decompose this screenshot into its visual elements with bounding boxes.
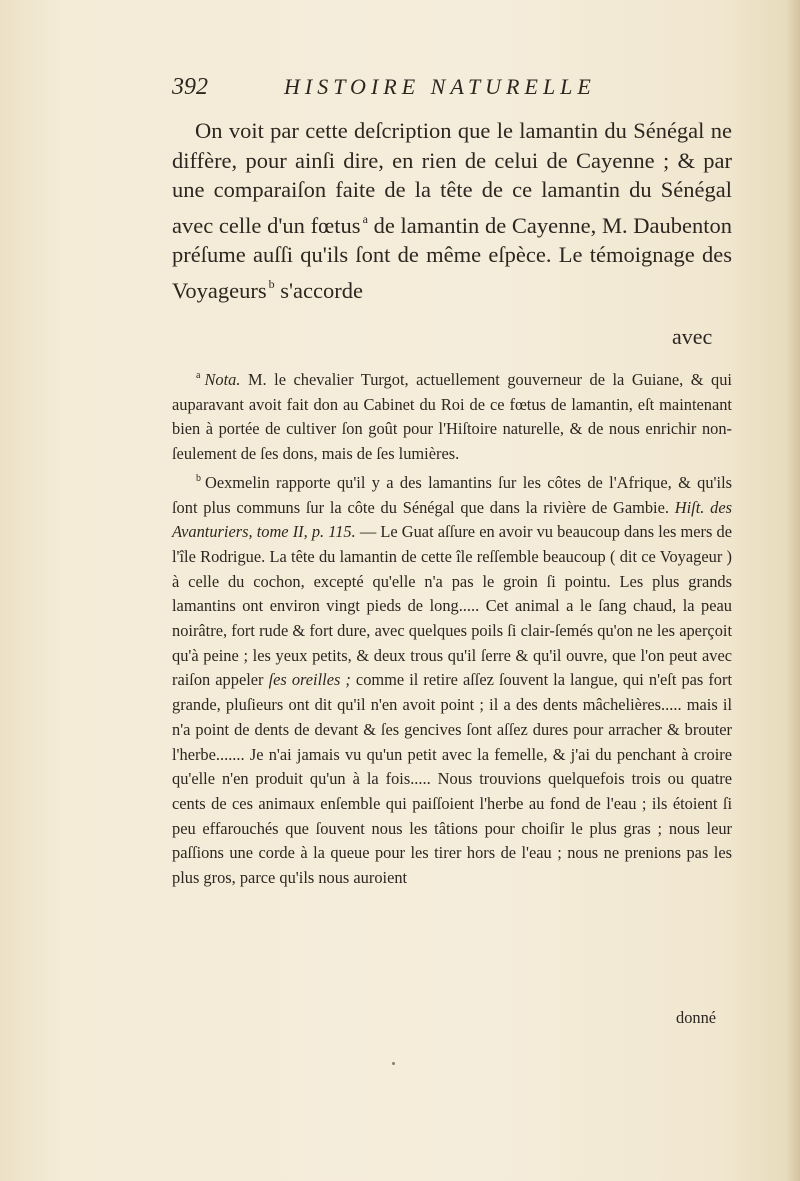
footnotes	[172, 364, 732, 891]
footnote-b-text-3: comme il retire aſſez ſouvent la langue, qui n'eſt pas fort grande, pluſieurs ont dit qu'il n'en avoit point ; il a des dents mâchelières..... mais il n'a point de dents de devant & ſes gencives ſont aſſez dures pour arracher & brouter l'herbe....... Je n'ai jamais vu qu'un petit avec la femelle, & j'ai du penchant à croire qu'elle n'en produit qu'un à la fois..... Nous trouvions quelquefois trois ou quatre cents de ces animaux enſemble qui paiſſoient l'herbe au fond de l'eau ; ils étoient ſi peu effarouchés que ſouvent nous les tâtions pour choiſir le plus gras ; nous leur paſſions une corde à la queue pour les tirer hors de l'eau ; nous ne prenions pas les plus gros, parce qu'ils nous auroient	[172, 670, 733, 888]
footnote-b-text-2: — Le Guat aſſure en avoir vu beaucoup dans les mers de l'île Rodrigue. La tête du lamantin de cette île reſſemble beaucoup ( dit ce Voyageur ) à celle du cochon, excepté qu'elle n'a pas le groin ſi pointu. Les plus grands lamantins ont environ vingt pieds de long..... Cet animal a le ſang chaud, la peau noirâtre, fort rude & fort dure, avec quelques poils ſi clair-ſemés qu'on ne les aperçoit qu'à peine ; les yeux petits, & deux trous qu'il ſerre & qu'il ouvre, que l'on peut avec raiſon appeler	[172, 522, 732, 690]
page-edge-shadow	[786, 0, 800, 1181]
footnote-b-text-1: Oexmelin rapporte qu'il y a des lamantins ſur les côtes de l'Afrique, & qu'ils ſont plus communs ſur la côte du Sénégal que dans la rivière de Gambie.	[172, 472, 732, 517]
running-title: HISTOIRE NATURELLE	[284, 74, 596, 99]
page-header	[172, 74, 772, 104]
body-text-part-2: de lamantin de Cayenne, M. Daubenton préſume auſſi qu'ils ſont de même eſpèce. Le témoignage des Voyageurs	[172, 212, 732, 303]
footnote-b-emphasis: ſes oreilles ;	[268, 670, 351, 690]
page-number: 392	[172, 74, 208, 100]
footnote-catchword: donné	[676, 1008, 717, 1027]
body-text-part-1: On voit par cette deſcription que le lamantin du Sénégal ne diffère, pour ainſi dire, en rien de celui de Cayenne ; & par une comparaiſon faite de la tête de ce lamantin du Sénégal avec celle d'un fœtus	[172, 118, 732, 238]
footnote-b-mark: b	[196, 472, 201, 484]
main-paragraph	[172, 116, 732, 306]
footnote-a-text: M. le chevalier Turgot, actuellement gouverneur de la Guiane, & qui auparavant avoit fait don au Cabinet du Roi de ce fœtus de lamantin, eſt maintenant bien à portée de cultiver ſon goût pour l'Hiſtoire naturelle, & de nous enrichir non-ſeulement de ſes dons, mais de ſes lumières.	[172, 370, 732, 464]
footnote-a-mark: a	[196, 370, 201, 381]
footnote-ref-b: b	[268, 276, 275, 291]
footnote-ref-a: a	[362, 211, 368, 226]
footnote-a-lead: Nota.	[204, 370, 241, 389]
main-catchword: avec	[672, 324, 713, 349]
main-body-text	[172, 116, 732, 306]
body-text-part-3: s'accorde	[274, 277, 363, 303]
footnote-b-citation: Hiſt. des Avanturiers, tome II, p. 115.	[172, 497, 732, 542]
footnote-a	[172, 364, 732, 467]
footnote-b	[172, 467, 732, 891]
paper-speck	[392, 1062, 395, 1065]
